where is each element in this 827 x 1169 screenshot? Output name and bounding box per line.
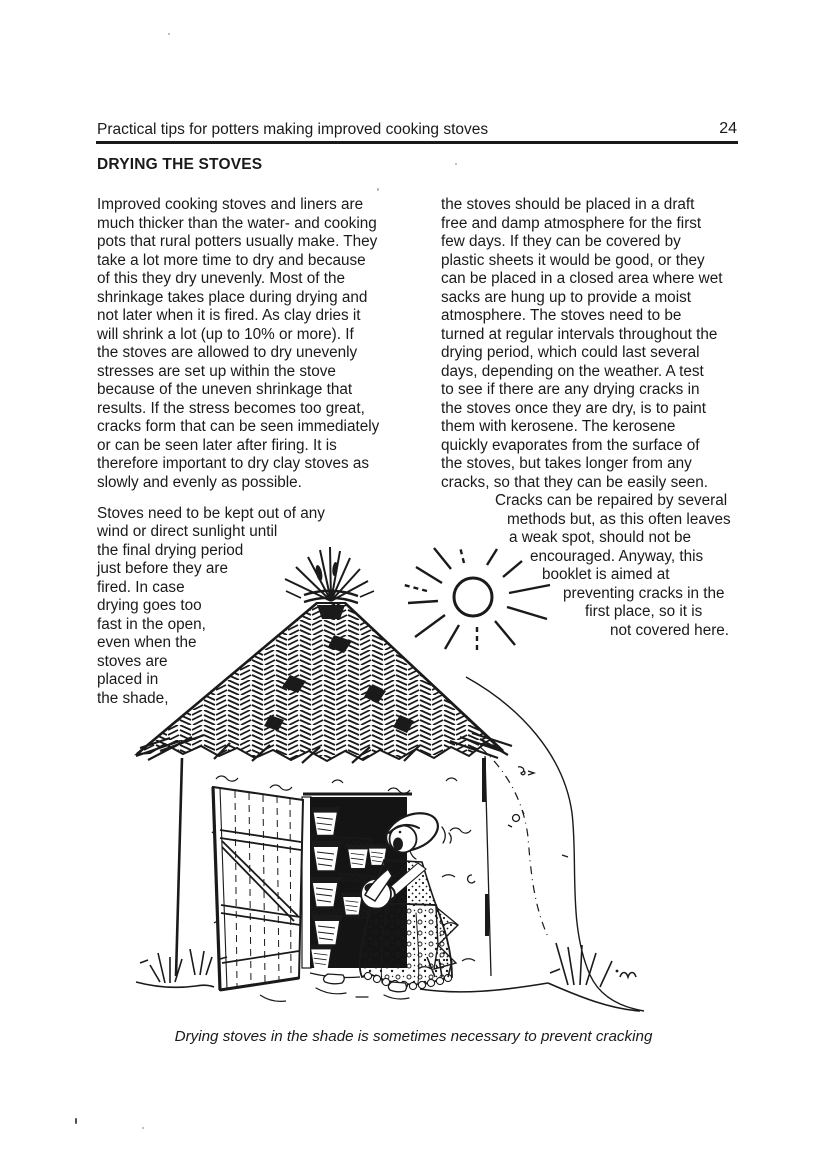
text-line: a weak spot, should not be — [509, 529, 691, 546]
text-line: few days. If they can be covered by — [441, 233, 681, 250]
text-line: shrinkage takes place during drying and — [97, 288, 368, 306]
text-line: the stoves should be placed in a draft — [441, 196, 695, 213]
scan-speck — [142, 1127, 144, 1129]
text-line: days, depending on the weather. A test — [441, 362, 704, 380]
text-line: not later when it is fired. As clay dries it — [97, 307, 361, 324]
scan-speck — [168, 33, 170, 35]
text-line: stresses are set up within the stove — [97, 362, 336, 380]
text-line: wind or direct sunlight until — [97, 523, 278, 540]
running-header: Practical tips for potters making improved cooking stoves — [97, 121, 489, 138]
scan-speck — [75, 1118, 77, 1124]
text-line: the stoves are allowed to dry unevenly — [97, 344, 358, 361]
text-line: turned at regular intervals throughout the — [441, 325, 718, 343]
text-line: just before they are — [97, 560, 228, 577]
text-line: can be placed in a closed area where wet — [441, 270, 723, 287]
text-line: stoves are — [97, 652, 168, 670]
text-line: booklet is aimed at — [542, 566, 670, 583]
text-line: preventing cracks in the — [563, 584, 725, 602]
text-line: Cracks can be repaired by several — [495, 492, 728, 509]
text-line: first place, so it is — [585, 603, 703, 620]
text-line: drying period, which could last several — [441, 344, 700, 361]
hut-illustration — [120, 545, 680, 1015]
text-line: will shrink a lot (up to 10% or more). If — [97, 325, 354, 343]
text-line: drying goes too — [97, 597, 202, 614]
text-line: Improved cooking stoves and liners are — [97, 196, 364, 213]
text-line: atmosphere. The stoves need to be — [441, 307, 682, 324]
text-line: therefore important to dry clay stoves as — [97, 455, 370, 472]
text-line: the final drying period — [97, 541, 244, 559]
text-line: to see if there are any drying cracks in — [441, 381, 700, 398]
text-line: of this they dry unevenly. Most of the — [97, 270, 345, 287]
text-line: take a lot more time to dry and because — [97, 251, 366, 269]
text-line: them with kerosene. The kerosene — [441, 418, 676, 435]
text-line: not covered here. — [610, 621, 730, 639]
text-line: Stoves need to be kept out of any — [97, 504, 325, 522]
text-line: free and damp atmosphere for the first — [441, 214, 702, 232]
text-line: cracks, so that they can be easily seen. — [441, 473, 708, 491]
text-line: the stoves, but takes longer from any — [441, 455, 692, 472]
page-number: 24 — [719, 120, 737, 137]
text-line: cracks form that can be seen immediately — [97, 418, 380, 435]
section-title: DRYING THE STOVES — [97, 156, 263, 173]
text-line: encouraged. Anyway, this — [530, 547, 704, 565]
text-line: fast in the open, — [97, 615, 206, 633]
roof-tuft — [285, 547, 374, 603]
scan-speck — [455, 163, 457, 165]
text-line: plastic sheets it would be good, or they — [441, 251, 705, 269]
text-line: quickly evaporates from the surface of — [441, 436, 700, 454]
open-door — [213, 787, 303, 1001]
header-rule — [96, 141, 738, 144]
text-line: methods but, as this often leaves — [507, 510, 731, 528]
text-line: because of the uneven shrinkage that — [97, 381, 353, 398]
text-line: placed in — [97, 671, 159, 688]
text-line: or can be seen later after firing. It is — [97, 436, 337, 454]
figure-caption: Drying stoves in the shade is sometimes necessary to prevent cracking — [174, 1028, 653, 1045]
text-line: slowly and evenly as possible. — [97, 473, 302, 491]
text-line: the stoves once they are dry, is to paint — [441, 399, 707, 417]
text-line: results. If the stress becomes too great, — [97, 399, 365, 417]
text-line: pots that rural potters usually make. They — [97, 233, 378, 250]
text-line: fired. In case — [97, 578, 185, 596]
scan-speck — [377, 188, 379, 191]
text-line: the shade, — [97, 689, 169, 707]
sun — [404, 547, 550, 653]
thatched-roof — [136, 603, 512, 763]
text-line: much thicker than the water- and cooking — [97, 214, 377, 232]
text-line: sacks are hung up to provide a moist — [441, 288, 691, 306]
text-line: even when the — [97, 634, 197, 651]
